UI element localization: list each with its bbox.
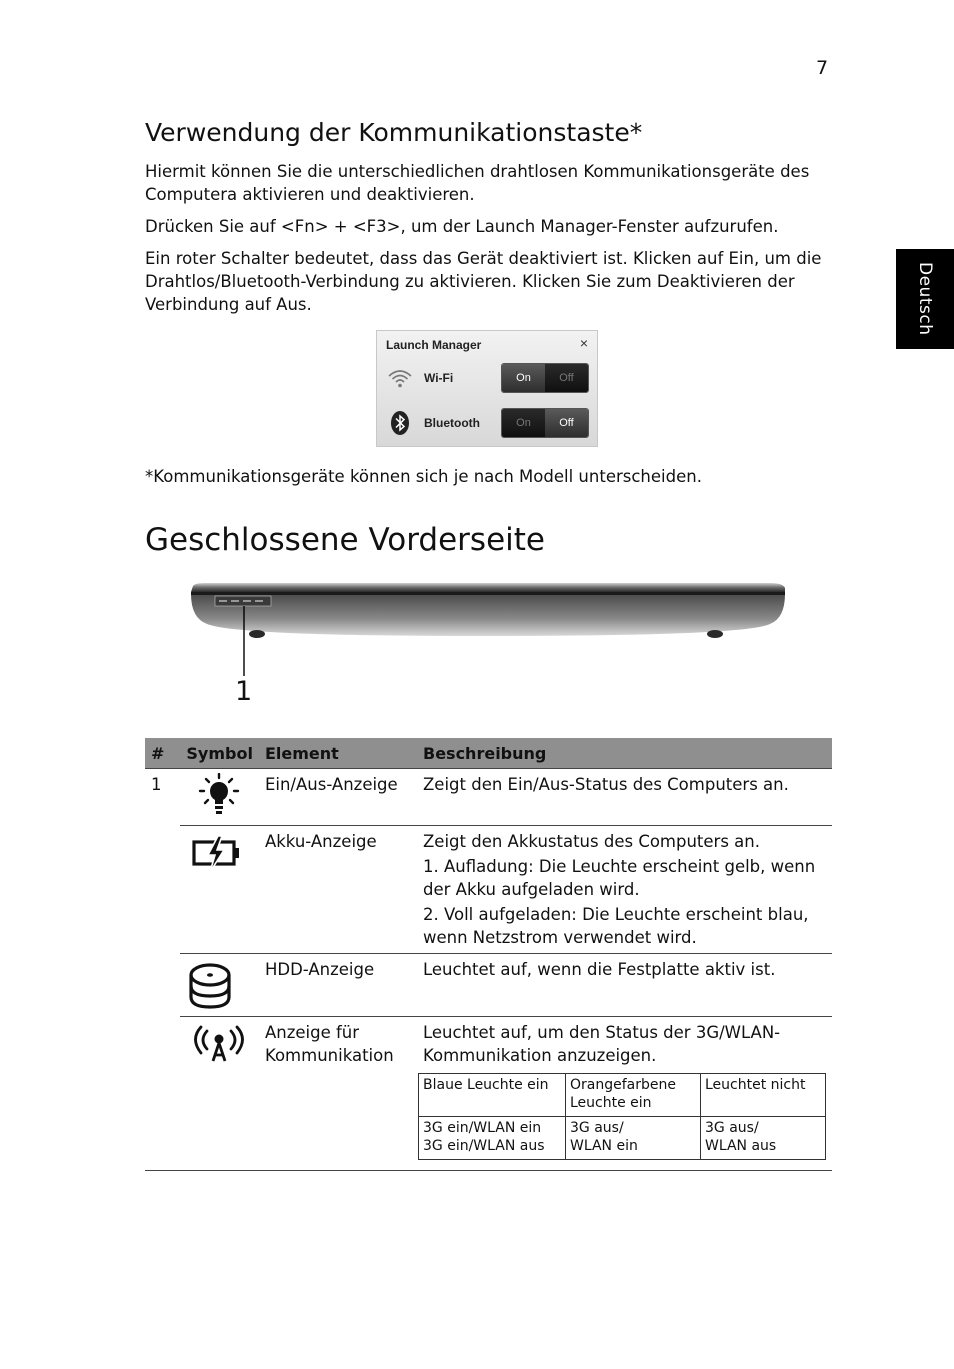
status-cell: Blaue Leuchte ein bbox=[419, 1074, 566, 1117]
power-light-icon bbox=[186, 773, 252, 821]
charging-text: Die Leuchte erscheint gelb, wenn der Akku aufgeladen wird. bbox=[423, 857, 816, 899]
battery-icon bbox=[186, 830, 252, 878]
table-row bbox=[145, 769, 832, 826]
shortcut-keys: <Fn> + <F3> bbox=[280, 217, 401, 236]
launch-manager-row-bluetooth bbox=[377, 406, 597, 440]
launch-manager-title: Launch Manager bbox=[386, 338, 482, 352]
row-number: 1 bbox=[145, 769, 180, 826]
header-element: Element bbox=[259, 738, 417, 769]
description-battery bbox=[417, 826, 832, 954]
footnote: *Kommunikationsgeräte können sich je nach Modell unterscheiden. bbox=[145, 467, 702, 486]
callout-line bbox=[240, 606, 248, 676]
element-hdd: HDD-Anzeige bbox=[259, 954, 417, 1017]
bluetooth-on-option[interactable]: On bbox=[502, 409, 545, 437]
row-number-empty bbox=[145, 954, 180, 1017]
table-row bbox=[145, 954, 832, 1017]
battery-desc-full bbox=[423, 903, 826, 949]
section-heading-closed-front: Geschlossene Vorderseite bbox=[145, 522, 545, 558]
description-power: Zeigt den Ein/Aus-Status des Computers an. bbox=[417, 769, 832, 826]
description-hdd: Leuchtet auf, wenn die Festplatte aktiv ist. bbox=[417, 954, 832, 1017]
wifi-off-option[interactable]: Off bbox=[545, 364, 588, 392]
element-communication: Anzeige für Kommunikation bbox=[259, 1017, 417, 1171]
communication-desc: Leuchtet auf, um den Status der 3G/WLAN-Kommunikation anzuzeigen. bbox=[423, 1023, 781, 1065]
paragraph-switch-info: Ein roter Schalter bedeutet, dass das Gerät deaktiviert ist. Klicken auf Ein, um die Drahtlos/Bluetooth-Verbindung zu aktivieren. Klicken Sie zum Deaktivieren der Verbindung auf Aus. bbox=[145, 249, 822, 314]
bluetooth-toggle[interactable] bbox=[501, 408, 589, 438]
wifi-on-option[interactable]: On bbox=[502, 364, 545, 392]
wireless-icon bbox=[186, 1021, 252, 1069]
table-header-row bbox=[145, 738, 832, 769]
shortcut-before: Drücken Sie auf bbox=[145, 217, 281, 236]
paragraph-intro: Hiermit können Sie die unterschiedlichen drahtlosen Kommunikationsgeräte des Computera aktivieren und deaktivieren. bbox=[145, 162, 810, 204]
language-tab bbox=[896, 249, 954, 349]
page-number: 7 bbox=[816, 57, 829, 79]
bluetooth-label: Bluetooth bbox=[424, 416, 480, 430]
bluetooth-off-option[interactable]: Off bbox=[545, 409, 588, 437]
status-cell: Orangefarbene Leuchte ein bbox=[566, 1074, 701, 1117]
shortcut-after: , um der Launch Manager-Fenster aufzurufen. bbox=[400, 217, 779, 236]
row-number-empty bbox=[145, 826, 180, 954]
row-number-empty bbox=[145, 1017, 180, 1171]
wifi-label: Wi-Fi bbox=[424, 371, 454, 385]
language-tab-label: Deutsch bbox=[915, 262, 935, 336]
bluetooth-icon bbox=[387, 410, 413, 436]
table-row bbox=[419, 1074, 826, 1117]
wifi-icon bbox=[387, 365, 413, 391]
section-heading-communication-key: Verwendung der Kommunikationstaste* bbox=[145, 118, 643, 147]
status-cell: 3G ein/WLAN ein 3G ein/WLAN aus bbox=[419, 1117, 566, 1160]
header-number: # bbox=[145, 738, 180, 769]
laptop-front-illustration bbox=[185, 578, 790, 648]
symbol-cell bbox=[180, 954, 259, 1017]
paragraph-shortcut bbox=[145, 215, 835, 238]
status-cell: Leuchtet nicht bbox=[701, 1074, 826, 1117]
description-communication bbox=[417, 1017, 832, 1171]
launch-manager-window bbox=[376, 330, 598, 447]
indicator-table bbox=[145, 738, 832, 1171]
table-row bbox=[419, 1117, 826, 1160]
symbol-cell bbox=[180, 826, 259, 954]
communication-status-table bbox=[418, 1073, 826, 1160]
header-description: Beschreibung bbox=[417, 738, 832, 769]
wifi-toggle[interactable] bbox=[501, 363, 589, 393]
status-cell: 3G aus/ WLAN ein bbox=[566, 1117, 701, 1160]
status-cell: 3G aus/ WLAN aus bbox=[701, 1117, 826, 1160]
table-row bbox=[145, 1017, 832, 1171]
battery-desc-charging bbox=[423, 855, 826, 901]
launch-manager-row-wifi bbox=[377, 361, 597, 395]
table-row bbox=[145, 826, 832, 954]
battery-desc-main: Zeigt den Akkustatus des Computers an. bbox=[423, 832, 760, 851]
callout-number: 1 bbox=[235, 676, 253, 707]
close-icon[interactable]: × bbox=[579, 335, 588, 351]
full-text: Die Leuchte erscheint blau, wenn Netzstrom verwendet wird. bbox=[423, 905, 809, 947]
symbol-cell bbox=[180, 769, 259, 826]
header-symbol: Symbol bbox=[180, 738, 259, 769]
element-battery: Akku-Anzeige bbox=[259, 826, 417, 954]
element-power: Ein/Aus-Anzeige bbox=[259, 769, 417, 826]
symbol-cell bbox=[180, 1017, 259, 1171]
full-label: 2. Voll aufgeladen: bbox=[423, 905, 577, 924]
charging-label: 1. Aufladung: bbox=[423, 857, 534, 876]
hdd-icon bbox=[186, 958, 252, 1012]
